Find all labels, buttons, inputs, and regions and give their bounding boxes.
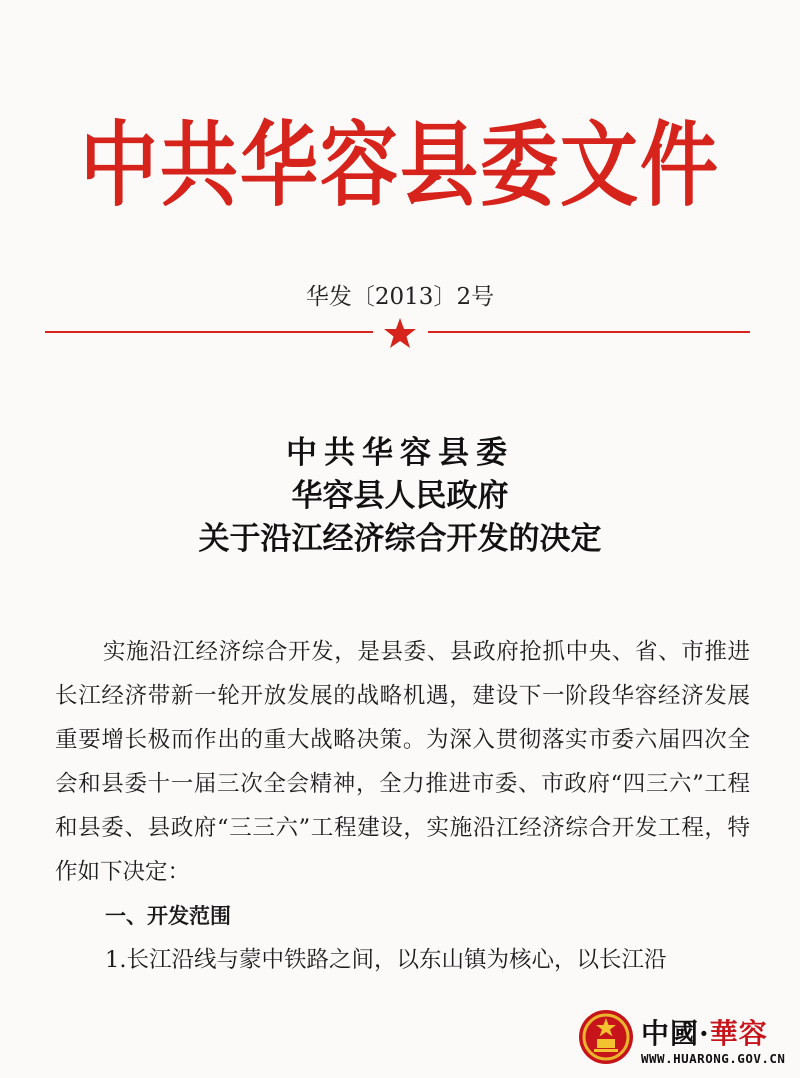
section-heading: 一、开发范围 <box>105 904 231 928</box>
site-watermark-logo <box>577 1008 797 1074</box>
national-emblem-icon <box>577 1008 635 1066</box>
divider-right <box>428 331 750 333</box>
title-line-3: 关于沿江经济综合开发的决定 <box>198 521 602 557</box>
logo-brand-red: 華容 <box>709 1017 768 1050</box>
document-body <box>55 630 750 982</box>
logo-url: WWW.HUARONG.GOV.CN <box>641 1051 786 1066</box>
document-number: 华发〔2013〕2号 <box>305 284 495 310</box>
divider-left <box>45 331 373 333</box>
document-title <box>0 432 800 561</box>
list-item: 1.长江沿线与蒙中铁路之间，以东山镇为核心，以长江沿 <box>105 947 667 973</box>
logo-dot: · <box>699 1017 710 1050</box>
star-icon <box>383 316 417 350</box>
paragraph: 实施沿江经济综合开发，是县委、县政府抢抓中央、省、市推进长江经济带新一轮开放发展的战略机遇，建设下一阶段华容经济发展重要增长极而作出的重大战略决策。为深入贯彻落实市委六届四次全会和县委十一届三次全会精神，全力推进市委、市政府“四三六”工程和县委、县政府“三三六”工程建设，实施沿江经济综合开发工程，特作如下决定： <box>55 639 750 885</box>
title-line-2: 华容县人民政府 <box>291 478 509 514</box>
document-header-title: 中共华容县委文件 <box>79 112 720 220</box>
logo-brand-dark: 中國 <box>641 1017 700 1050</box>
title-line-1: 中共华容县委 <box>286 435 514 471</box>
